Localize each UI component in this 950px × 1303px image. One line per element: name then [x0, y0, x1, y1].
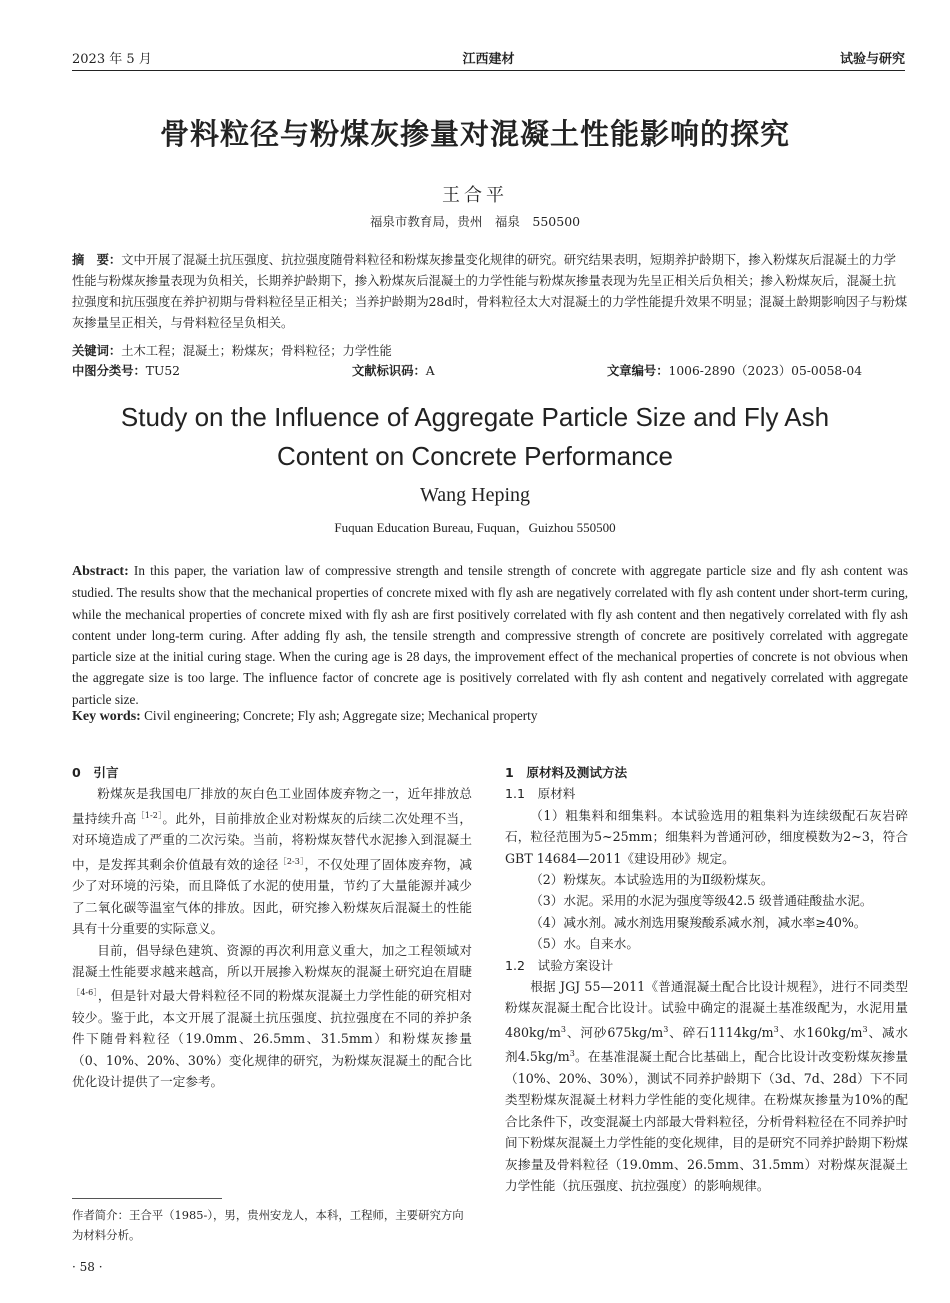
material-item-2: （2）粉煤灰。本试验选用的为Ⅱ级粉煤灰。	[530, 872, 774, 888]
abstract-cn	[72, 250, 908, 334]
affiliation-en: Fuquan Education Bureau, Fuquan，Guizhou 550500	[334, 520, 616, 535]
section-1-1-title: 1.1 原材料	[505, 786, 576, 802]
article-value: 1006-2890（2023）05-0058-04	[668, 364, 863, 378]
abstract-en-label: Abstract:	[72, 564, 129, 579]
keywords-en-text: Civil engineering; Concrete; Fly ash; Aggregate size; Mechanical property	[140, 708, 538, 723]
material-item-4: （4）减水剂。减水剂选用聚羧酸系减水剂，减水率≥40%。	[530, 914, 867, 930]
title-en-line2: Content on Concrete Performance	[277, 441, 673, 471]
title-en-line1: Study on the Influence of Aggregate Particle Size and Fly Ash	[120, 402, 830, 432]
running-header	[72, 48, 905, 74]
article-number	[607, 361, 862, 381]
material-item-5: （5）水。自来水。	[530, 936, 639, 952]
paper-title-en	[0, 398, 950, 476]
paper-title-cn: 骨料粒径与粉煤灰掺量对混凝土性能影响的探究	[159, 117, 790, 151]
design-paragraph: 根据 JGJ 55—2011《普通混凝土配合比设计规程》，进行不同类型粉煤灰混凝土配合比设计。试验中确定的混凝土基准级配为，水泥用量$480kg/m^3$、河砂$675kg/m^3$、碎石$1114kg/m^3$、水$160kg/m^3$、减水剂$4.5kg/m^3$。在基准混凝土配合比基础上，配合比设计改变粉煤灰掺量（10%、20%、30%），测试不同养护龄期下（3d、7d、28d）下不同类型粉煤灰混凝土材料力学性能的变化规律。在粉煤灰掺量为10%的配合比条件下，改变混凝土内部最大骨料粒径，分析骨料粒径在不同养护时间下粉煤灰混凝土力学性能的变化规律，目的是研究不同养护龄期下粉煤灰掺量及骨料粒径（19.0mm、26.5mm、31.5mm）对粉煤灰混凝土力学性能（抗压强度、抗拉强度）的影响规律。	[505, 979, 909, 1194]
keywords-en-label: Key words:	[72, 709, 141, 724]
header-date: 2023 年 5 月	[72, 52, 152, 67]
section-1-2-title: 1.2 试验方案设计	[505, 957, 614, 973]
keywords-cn-text: 土木工程；混凝土；粉煤灰；骨料粒径；力学性能	[121, 344, 392, 358]
material-item-1: （1）粗集料和细集料。本试验选用的粗集料为连续级配石灰岩碎石，粒径范围为5~25mm；细集料为普通河砂，细度模数为2~3，符合 GBT 14684—2011《建设用砂》规定。	[505, 807, 908, 866]
left-column	[72, 762, 472, 1093]
header-rule	[72, 70, 905, 71]
keywords-cn	[72, 341, 392, 361]
clc-number	[72, 361, 180, 381]
affiliation-cn: 福泉市教育局，贵州 福泉 550500	[369, 214, 581, 229]
clc-label: 中图分类号：	[72, 364, 146, 378]
abstract-cn-text: 文中开展了混凝土抗压强度、抗拉强度随骨料粒径和粉煤灰掺量变化规律的研究。研究结果表明，短期养护龄期下，掺入粉煤灰后混凝土的力学性能与粉煤灰掺量表现为负相关，长期养护龄期下，掺入粉煤灰后混凝土的力学性能与粉煤灰掺量表现为先呈正相关后负相关；掺入粉煤灰后，混凝土抗拉强度和抗压强度在养护初期与骨料粒径呈正相关；当养护龄期为28d时，骨料粒径太大对混凝土的力学性能提升效果不明显；混凝土龄期影响因子与粉煤灰掺量呈正相关，与骨料粒径呈负相关。	[72, 253, 908, 330]
author-footnote: 作者简介：王合平（1985-），男，贵州安龙人，本科，工程师，主要研究方向为材料分析。	[72, 1208, 464, 1242]
section-1-title: 1 原材料及测试方法	[505, 765, 628, 780]
keywords-en	[72, 708, 908, 725]
citation-2-3: ［2-3］	[278, 856, 305, 866]
citation-4-6: ［4-6］	[72, 988, 98, 998]
footnote-rule	[72, 1198, 222, 1199]
doc-label: 文献标识码：	[352, 364, 426, 378]
right-column	[505, 762, 908, 1197]
header-journal: 江西建材	[462, 52, 515, 67]
material-item-3: （3）水泥。采用的水泥为强度等级42.5 级普通硅酸盐水泥。	[530, 893, 873, 909]
author-cn: 王合平	[442, 185, 508, 206]
intro-paragraph-2: 目前，倡导绿色建筑、资源的再次利用意义重大，加之工程领域对混凝土性能要求越来越高，所以开展掺入粉煤灰的混凝土研究迫在眉睫$^{[4-6]}$，但是针对最大骨料粒径不同的粉煤灰混凝土力学性能的研究相对较少。鉴于此，本文开展了混凝土抗压强度、抗拉强度在不同的养护条件下随骨料粒径（19.0mm、26.5mm、31.5mm）和粉煤灰掺量（0、10%、20%、30%）变化规律的研究，为粉煤灰混凝土的配合比优化设计提供了一定参考。	[72, 942, 472, 1090]
keywords-cn-label: 关键词：	[72, 344, 122, 358]
page-number: · 58 ·	[72, 1260, 103, 1274]
article-label: 文章编号：	[607, 364, 669, 378]
citation-1-2: ［1-2］	[136, 810, 163, 820]
section-0-title: 0 引言	[72, 765, 119, 780]
author-en: Wang Heping	[419, 484, 531, 506]
abstract-en	[72, 560, 908, 710]
doc-value: A	[425, 364, 435, 378]
abstract-cn-label: 摘 要：	[72, 253, 122, 267]
clc-value: TU52	[145, 364, 181, 378]
abstract-en-text: In this paper, the variation law of compressive strength and tensile strength of concrete with aggregate particle size and fly ash content was studied. The results show that the mechanical properties of concrete mixed with fly ash are negatively correlated with fly ash content under short-term curing, while the mechanical properties of concrete mixed with fly ash are first positively correlated with fly ash content and then negatively correlated with fly ash content under long-term curing. After adding fly ash, the tensile strength and compressive strength of concrete are positively correlated with aggregate particle size at the initial curing stage. When the curing age is 28 days, the improvement effect of the mechanical properties of concrete is not obvious when the aggregate size is too large. The influence factor of concrete age is positively correlated with fly ash content and negatively correlated with aggregate particle size.	[72, 563, 908, 707]
intro-paragraph-1: 粉煤灰是我国电厂排放的灰白色工业固体废弃物之一，近年排放总量持续升高$^{[1-2]}$。此外，目前排放企业对粉煤灰的后续二次处理不当，对环境造成了严重的二次污染。当前，将粉煤灰替代水泥掺入到混凝土中，是发挥其剩余价值最有效的途径$^{[2-3]}$，不仅处理了固体废弃物，减少了对环境的污染，而且降低了水泥的使用量，节约了大量能源并减少了二氧化碳等温室气体的排放。因此，研究掺入粉煤灰后混凝土的性能具有十分重要的实际意义。	[72, 786, 473, 937]
document-code	[352, 361, 435, 381]
header-section: 试验与研究	[839, 52, 905, 67]
